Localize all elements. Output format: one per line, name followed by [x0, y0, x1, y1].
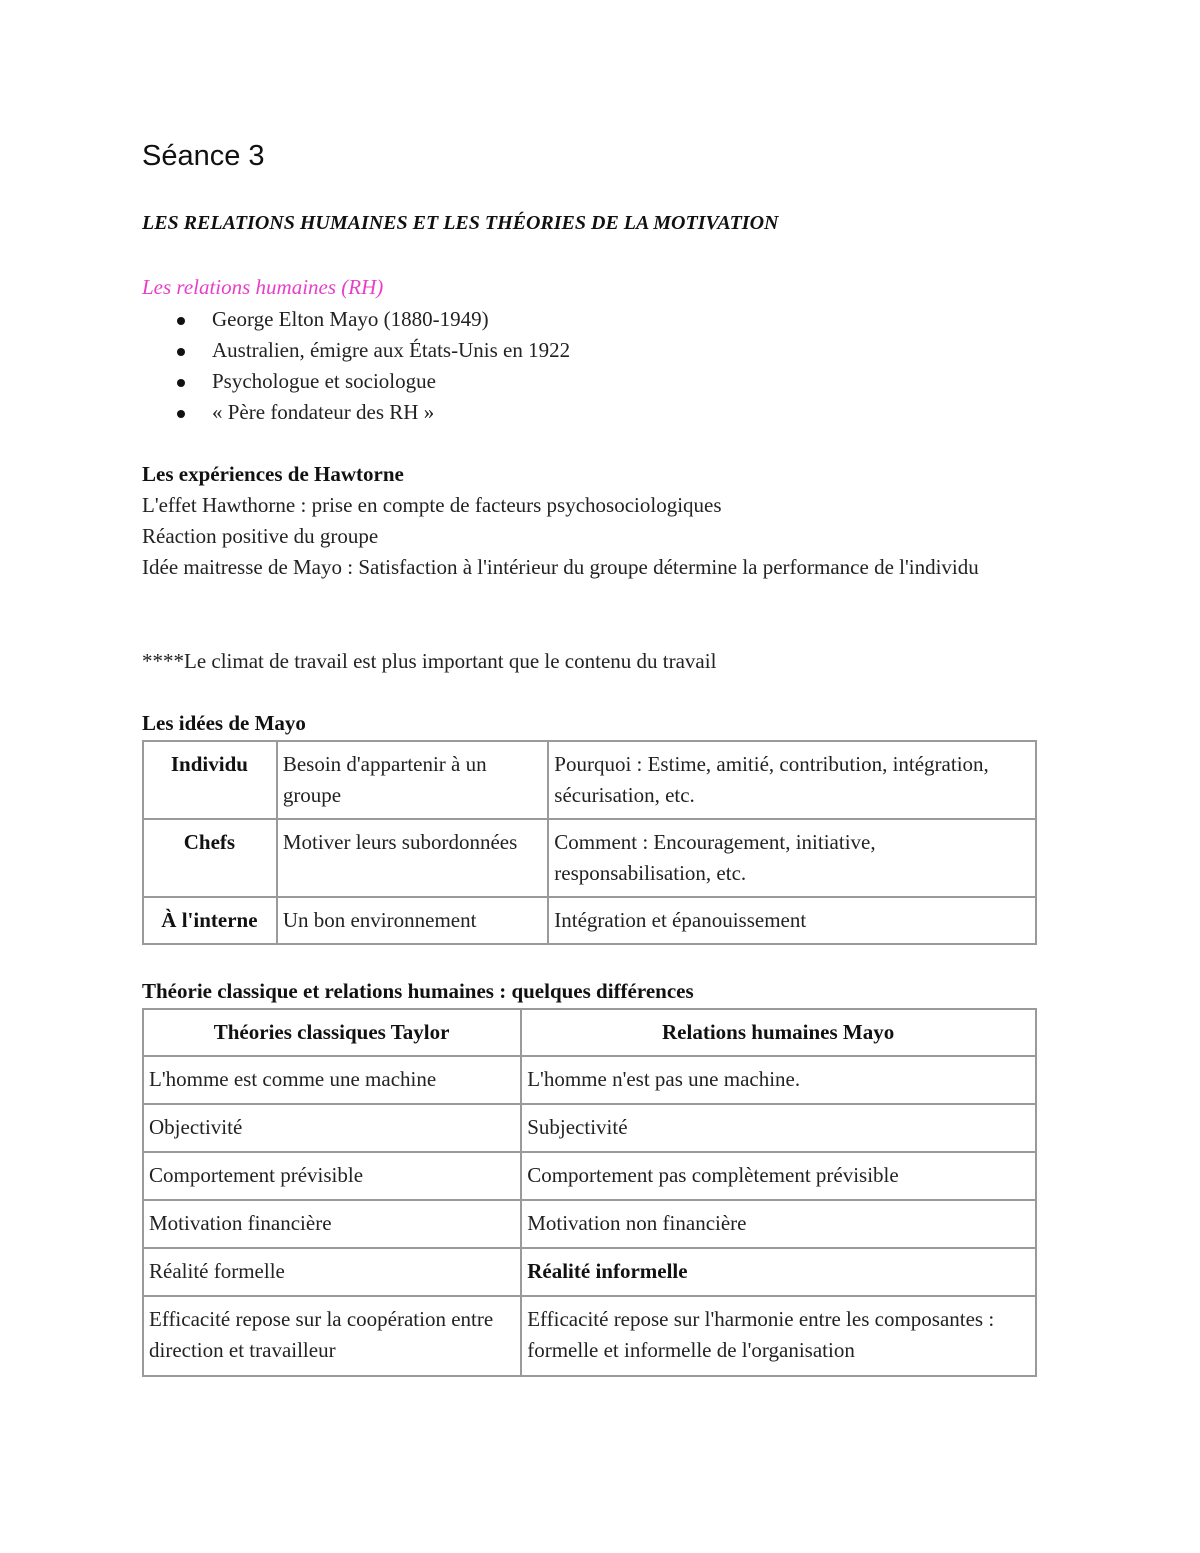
table-cell: Comment : Encouragement, initiative, responsabilisation, etc. [548, 819, 1036, 897]
table-cell: Comportement pas complètement prévisible [521, 1152, 1036, 1200]
table-row [143, 897, 1036, 944]
table-header-row [143, 1009, 1036, 1056]
table-cell: L'homme est comme une machine [143, 1056, 521, 1104]
row-label: À l'interne [143, 897, 277, 944]
list-item: « Père fondateur des RH » [142, 397, 570, 428]
list-item: Psychologue et sociologue [142, 366, 570, 397]
document-subtitle: LES RELATIONS HUMAINES ET LES THÉORIES DE LA MOTIVATION [142, 212, 779, 234]
table-cell: Besoin d'appartenir à un groupe [277, 741, 548, 819]
table-cell: Pourquoi : Estime, amitié, contribution, intégration, sécurisation, etc. [548, 741, 1036, 819]
table-cell: Réalité informelle [521, 1248, 1036, 1296]
mayo-ideas-heading: Les idées de Mayo [142, 711, 306, 735]
list-item: Australien, émigre aux États-Unis en 1922 [142, 335, 570, 366]
table-row [143, 819, 1036, 897]
table-row [143, 1200, 1036, 1248]
table-row [143, 1248, 1036, 1296]
bullet-icon [177, 379, 185, 387]
table-row [143, 1056, 1036, 1104]
hawthorne-line: Idée maitresse de Mayo : Satisfaction à l'intérieur du groupe détermine la performance de l'individu [142, 555, 979, 579]
table-cell: Un bon environnement [277, 897, 548, 944]
hawthorne-note: ****Le climat de travail est plus important que le contenu du travail [142, 649, 717, 673]
bullet-icon [177, 348, 185, 356]
table-cell: Motiver leurs subordonnées [277, 819, 548, 897]
table-cell: Efficacité repose sur la coopération entre direction et travailleur [143, 1296, 521, 1376]
comparison-heading: Théorie classique et relations humaines : quelques différences [142, 979, 694, 1003]
list-item: George Elton Mayo (1880-1949) [142, 304, 570, 335]
hawthorne-line: Réaction positive du groupe [142, 524, 379, 548]
column-header: Relations humaines Mayo [521, 1009, 1036, 1056]
mayo-ideas-table [142, 740, 1037, 945]
mayo-bullet-list [142, 304, 570, 428]
hawthorne-line: L'effet Hawthorne : prise en compte de facteurs psychosociologiques [142, 493, 722, 517]
row-label: Chefs [143, 819, 277, 897]
comparison-table [142, 1008, 1037, 1377]
table-cell: L'homme n'est pas une machine. [521, 1056, 1036, 1104]
table-cell: Comportement prévisible [143, 1152, 521, 1200]
table-cell: Motivation financière [143, 1200, 521, 1248]
bullet-icon [177, 410, 185, 418]
page-title: Séance 3 [142, 140, 265, 172]
table-cell: Objectivité [143, 1104, 521, 1152]
table-row [143, 1104, 1036, 1152]
table-row [143, 1152, 1036, 1200]
table-cell: Efficacité repose sur l'harmonie entre les composantes : formelle et informelle de l'organisation [521, 1296, 1036, 1376]
table-cell: Subjectivité [521, 1104, 1036, 1152]
row-label: Individu [143, 741, 277, 819]
column-header: Théories classiques Taylor [143, 1009, 521, 1056]
table-row [143, 1296, 1036, 1376]
bullet-icon [177, 317, 185, 325]
table-row [143, 741, 1036, 819]
rh-section-heading: Les relations humaines (RH) [142, 275, 384, 299]
table-cell: Intégration et épanouissement [548, 897, 1036, 944]
hawthorne-heading: Les expériences de Hawtorne [142, 462, 404, 486]
table-cell: Motivation non financière [521, 1200, 1036, 1248]
table-cell: Réalité formelle [143, 1248, 521, 1296]
